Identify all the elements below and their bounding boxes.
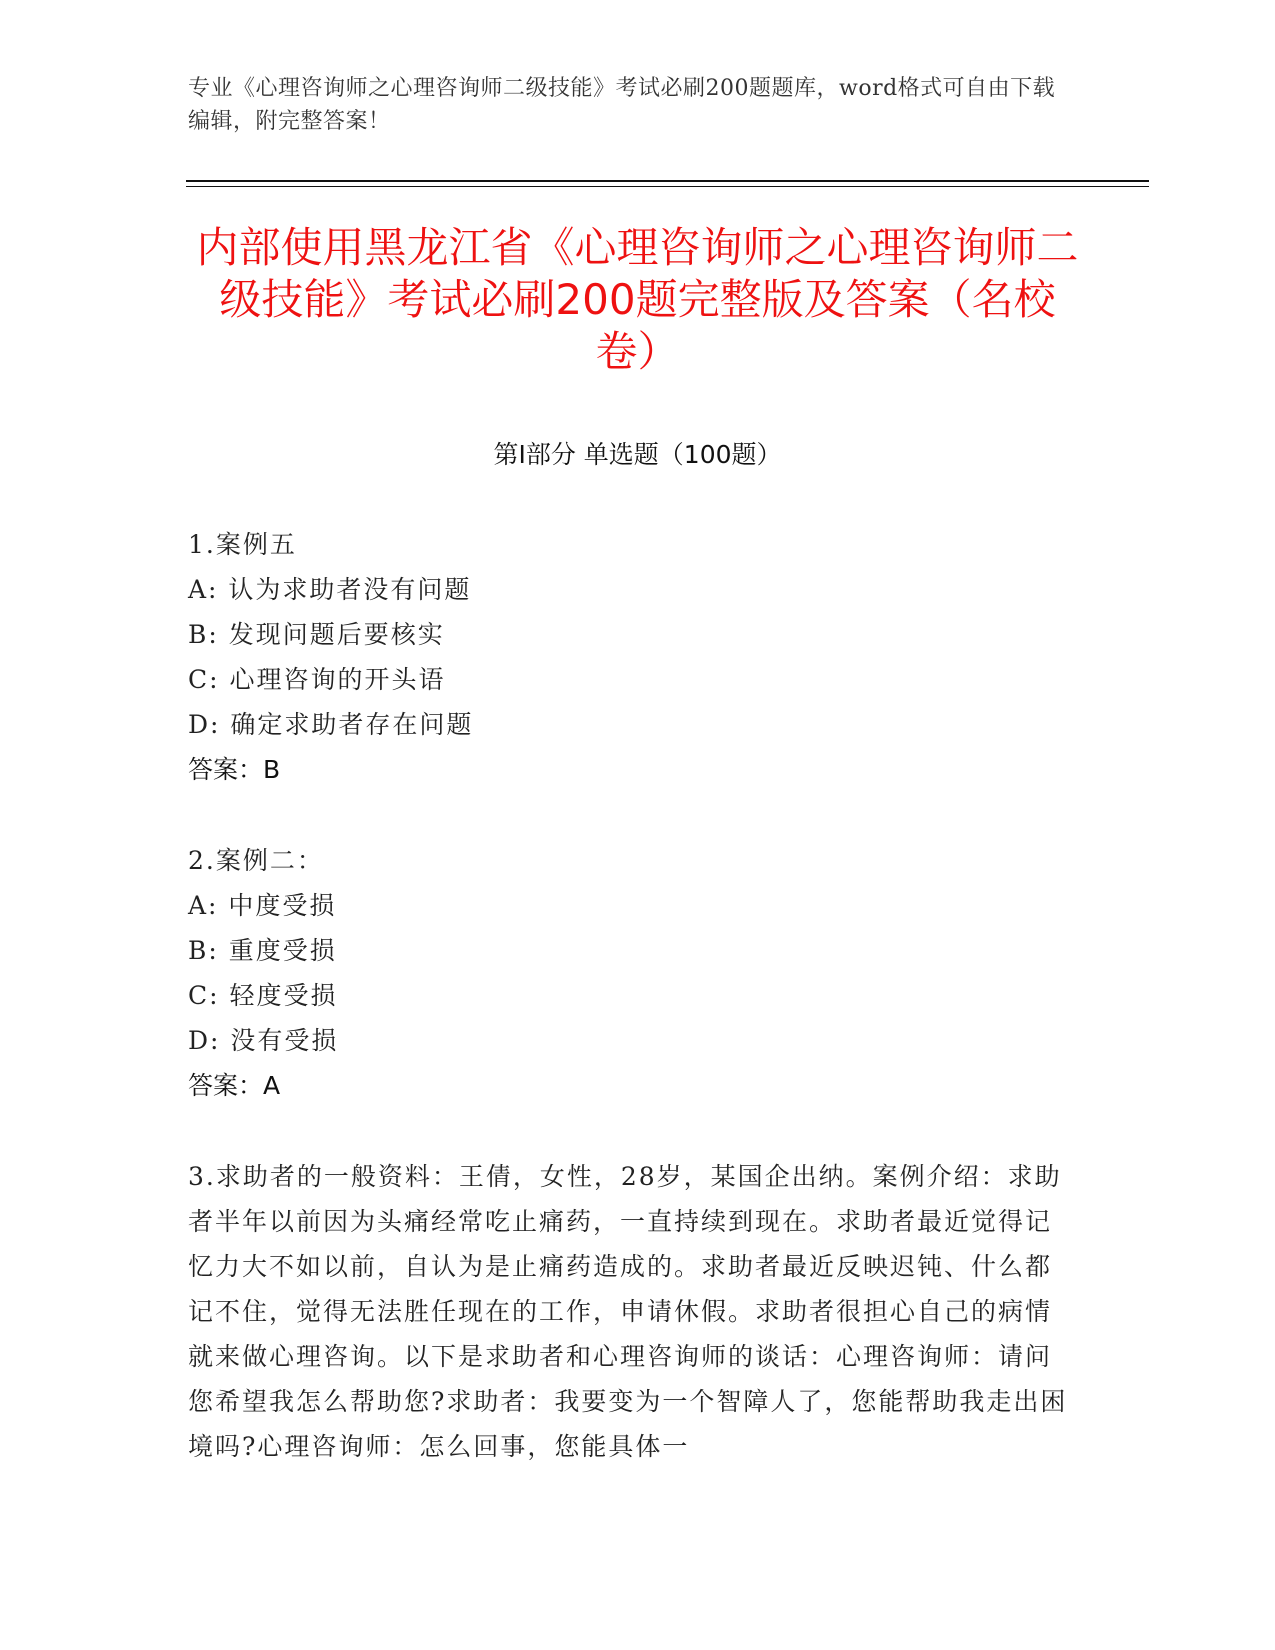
answer-line: 答案：A	[188, 1071, 281, 1100]
question-1	[188, 522, 1068, 792]
option-a: A: 认为求助者没有问题	[188, 575, 472, 604]
answer-line: 答案：B	[188, 755, 281, 784]
option-c: C: 心理咨询的开头语	[188, 665, 446, 694]
option-d: D: 确定求助者存在问题	[188, 710, 474, 739]
question-2	[188, 838, 1068, 1108]
section-title: 第I部分 单选题（100题）	[493, 440, 782, 469]
header-note: 专业《心理咨询师之心理咨询师二级技能》考试必刷200题题库，word格式可自由下载编辑，附完整答案！	[188, 76, 1056, 134]
option-b: B: 发现问题后要核实	[188, 620, 445, 649]
question-stem: 3.求助者的一般资料：王倩，女性，28岁，某国企出纳。案例介绍：求助者半年以前因为头痛经常吃止痛药，一直持续到现在。求助者最近觉得记忆力大不如以前，自认为是止痛药造成的。求助者最近反映迟钝、什么都记不住，觉得无法胜任现在的工作，申请休假。求助者很担心自己的病情就来做心理咨询。以下是求助者和心理咨询师的谈话：心理咨询师：请问您希望我怎么帮助您?求助者：我要变为一个智障人了，您能帮助我走出困境吗?心理咨询师：怎么回事，您能具体一	[188, 1162, 1068, 1461]
option-c: C: 轻度受损	[188, 981, 338, 1010]
header-divider-thin	[186, 186, 1149, 187]
document-title: 内部使用黑龙江省《心理咨询师之心理咨询师二级技能》考试必刷200题完整版及答案（名校卷）	[196, 223, 1079, 376]
option-a: A: 中度受损	[188, 891, 337, 920]
question-stem: 1.案例五	[188, 530, 297, 559]
option-d: D: 没有受损	[188, 1026, 339, 1055]
question-stem: 2.案例二：	[188, 846, 324, 875]
option-b: B: 重度受损	[188, 936, 337, 965]
header-divider-thick	[186, 180, 1149, 182]
question-list	[188, 522, 1068, 1515]
question-3	[188, 1154, 1068, 1469]
